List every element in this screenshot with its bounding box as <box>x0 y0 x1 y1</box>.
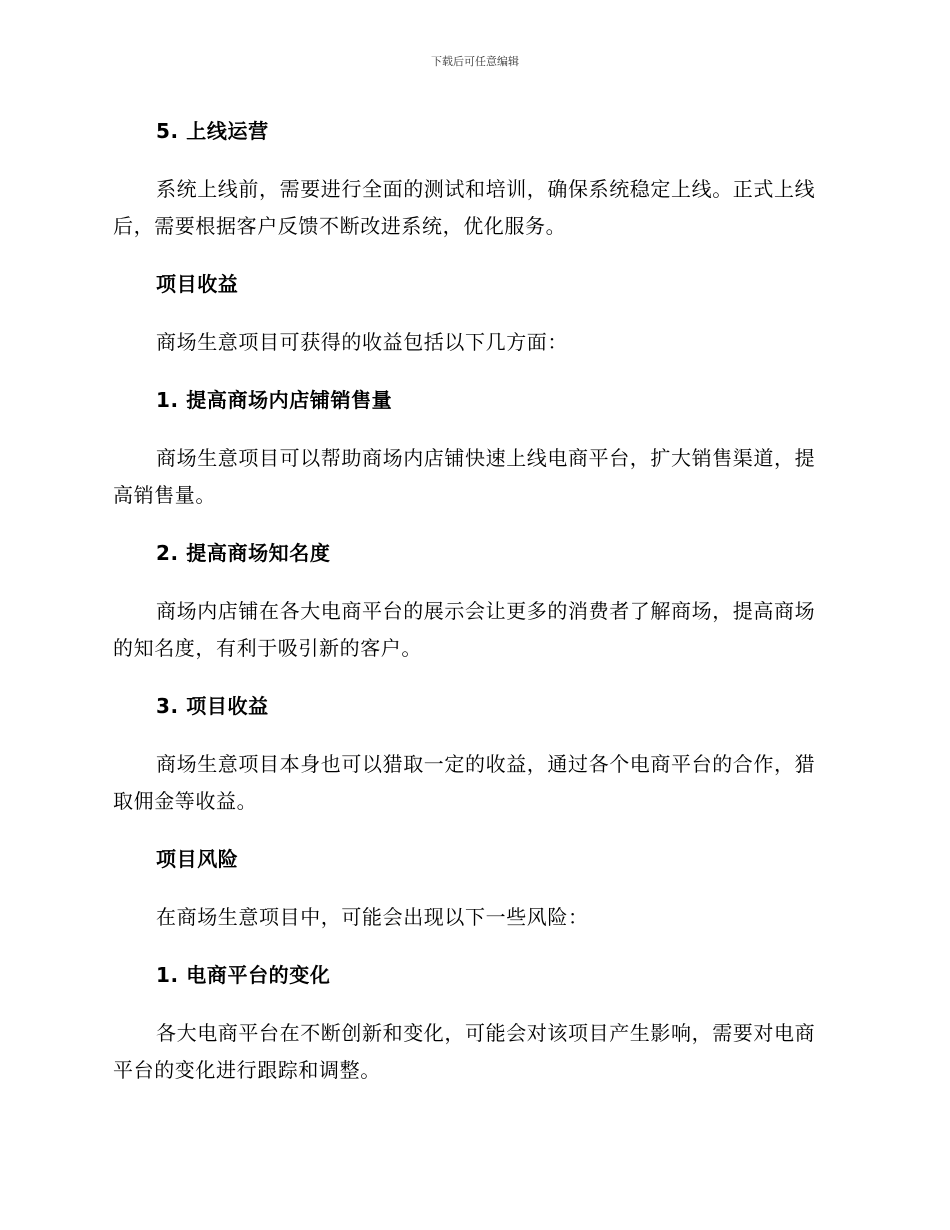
paragraph: 系统上线前，需要进行全面的测试和培训，确保系统稳定上线。正式上线后，需要根据客户反馈不断改进系统，优化服务。 <box>113 177 816 238</box>
paragraph: 各大电商平台在不断创新和变化，可能会对该项目产生影响，需要对电商平台的变化进行跟踪和调整。 <box>113 1021 816 1082</box>
section-heading-benefits: 项目收益 <box>156 272 239 296</box>
paragraph: 商场生意项目可获得的收益包括以下几方面： <box>156 330 568 354</box>
section-heading-launch: 5. 上线运营 <box>156 119 269 143</box>
section-heading-sales: 1. 提高商场内店铺销售量 <box>156 388 393 412</box>
section-heading-platform-changes: 1. 电商平台的变化 <box>156 963 331 987</box>
paragraph: 商场内店铺在各大电商平台的展示会让更多的消费者了解商场，提高商场的知名度，有利于吸引新的客户。 <box>113 599 816 660</box>
paragraph: 在商场生意项目中，可能会出现以下一些风险： <box>156 905 589 929</box>
paragraph: 商场生意项目可以帮助商场内店铺快速上线电商平台，扩大销售渠道，提高销售量。 <box>113 446 816 507</box>
section-heading-project-income: 3. 项目收益 <box>156 694 269 718</box>
page-header: 下载后可任意编辑 <box>431 55 519 68</box>
section-heading-awareness: 2. 提高商场知名度 <box>156 541 331 565</box>
section-heading-risks: 项目风险 <box>156 847 239 871</box>
paragraph: 商场生意项目本身也可以猎取一定的收益，通过各个电商平台的合作，猎取佣金等收益。 <box>113 752 816 813</box>
document-body <box>113 113 833 1110</box>
